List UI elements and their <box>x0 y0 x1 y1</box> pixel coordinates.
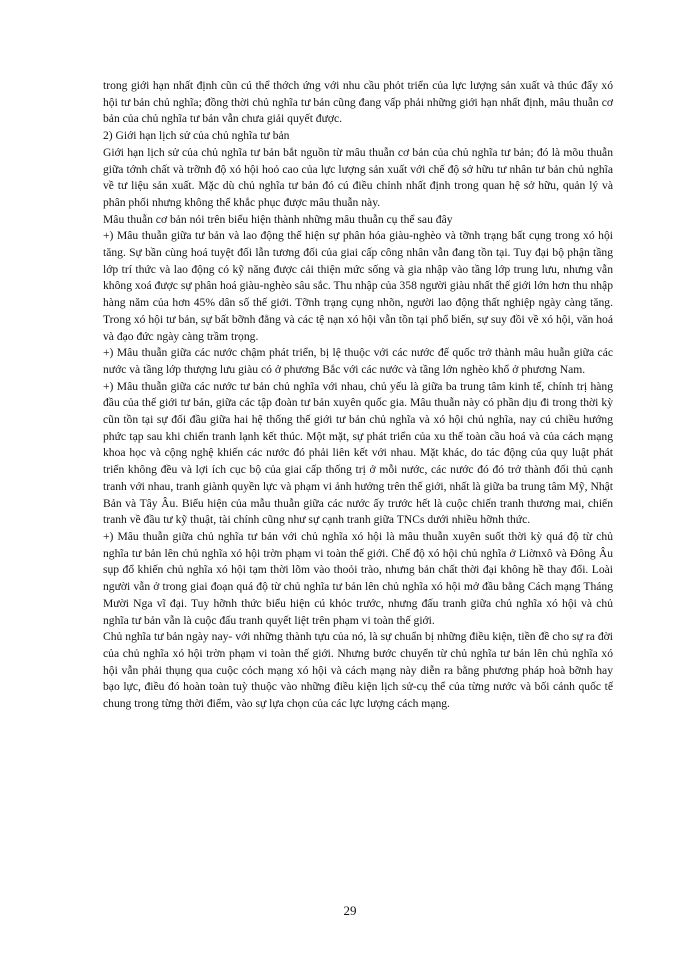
page-number: 29 <box>343 903 357 918</box>
body-text <box>103 78 613 713</box>
paragraph-contradictions-intro: Mâu thuẫn cơ bản nói trên biểu hiện thành những mâu thuẫn cụ thể sau đây <box>103 212 453 226</box>
paragraph-capital-labor: +) Mâu thuẫn giữa tư bản và lao động thể hiện sự phân hóa giàu-nghèo và tỡnh trạng bất cụng trong xó hội tăng. Sự bần cùng hoá tuyệt đối lẫn tương đối của giai cấp công nhân vẫn đang tồn tại. Tuy đại bộ phận tầng lớp trí thức và lao động có kỹ năng được cải thiện mức sống và gia nhập vào tầng lớp trung lưu, nhưng vẫn không xoá được sự phân hoá giàu-nghèo sâu sắc. Thu nhập của 358 người giàu nhất thế giới lớn hơn thu nhập hàng năm của hơn 45% dân số thế giới. Tỡnh trạng cụng nhõn, người lao động thất nghiệp ngày càng tăng. Trong xó hội tư bản, sự bất bỡnh đẳng và các tệ nạn xó hội vẫn tồn tại phổ biến, sự suy đồi về xó hội, văn hoá và đạo đức ngày càng trầm trọng. <box>103 229 613 343</box>
paragraph-historical-limits: Giới hạn lịch sử của chủ nghĩa tư bản bắt nguồn từ mâu thuẫn cơ bản của chủ nghĩa tư bản; đó là mõu thuẫn giữa tớnh chất và trỡnh độ xó hội hoỏ cao của lực lượng sản xuất với chế độ sở hữu tư nhân tư bản chủ nghĩa về tư liệu sản xuất. Mặc dù chủ nghĩa tư bản đó cú điều chỉnh nhất định trong quan hệ sở hữu, quản lý và phân phối nhưng không thể khắc phục được mâu thuẫn này. <box>103 145 613 209</box>
paragraph-north-south: +) Mâu thuẫn giữa các nước chậm phát triển, bị lệ thuộc với các nước đế quốc trở thành mâu huẫn giữa các nước và tầng lớp thượng lưu giàu có ở phương Bắc với các nước và tầng lớn nghèo khổ ở phương Nam. <box>103 346 613 376</box>
paragraph-capitalist-countries: +) Mâu thuẫn giữa các nước tư bản chủ nghĩa với nhau, chủ yếu là giữa ba trung tâm kinh tế, chính trị hàng đầu của thế giới tư bản, giữa các tập đoàn tư bản xuyên quốc gia. Mâu thuẫn này có phần dịu đi trong thời kỳ cũn tồn tại sự đối đầu giữa hai hệ thống thế giới tư bản chủ nghĩa và xó hội chủ nghĩa, nay cú chiều hướng phức tạp sau khi chiến tranh lạnh kết thúc. Một mặt, sự phát triển của xu thế toàn cầu hoá và của cách mạng khoa học và cộng nghệ khiến các nước đó phải liên kết với nhau. Mặt khác, do tác động của quy luật phát triển không đều và lợi ích cục bộ của giai cấp thống trị ở mỗi nước, các nước đó đó trở thành đối thủ cạnh tranh với nhau, tranh giành quyền lực và phạm vi ảnh hưởng trên thế giới, nhất là giữa ba trung tâm Mỹ, Nhật Bản và Tây Âu. Biểu hiện của mẫu thuẫn giữa các nước ấy trước hết là cuộc chiến tranh thương mai, chiến tranh về đầu tư kỹ thuật, tài chính cũng như sự cạnh tranh giữa TNCs dưới nhiều hỡnh thức. <box>103 379 613 527</box>
paragraph-capitalism-vs-socialism: +) Mâu thuẫn giữa chủ nghĩa tư bản với chủ nghĩa xó hội là mâu thuẫn xuyên suốt thời kỳ quá độ từ chủ nghĩa tư bản lên chủ nghĩa xó hội trờn phạm vi toàn thế giới. Chế độ xó hội chủ nghĩa ở Liờnxô và Đông Âu sụp đổ khiến chủ nghĩa xó hội tạm thời lõm vào thoỏi trào, nhưng bản chất thời đại không hề thay đổi. Loài người vẫn ở trong giai đoạn quá độ từ chủ nghĩa tư bản lên chủ nghĩa xó hội mở đầu bằng Cách mạng Tháng Mười Nga vĩ đại. Tuy hỡnh thức biểu hiện cú khỏc trước, nhưng đấu tranh giữa chủ nghĩa xó hội và chủ nghĩa tư bản vẫn là cuộc đấu tranh quyết liệt trên phạm vi toàn thế giới. <box>103 529 613 627</box>
paragraph-conclusion: Chủ nghĩa tư bản ngày nay- với những thành tựu của nó, là sự chuẩn bị những điều kiện, tiền đề cho sự ra đời của chủ nghĩa xó hội trờn phạm vi toàn thế giới. Nhưng bước chuyển từ chủ nghĩa tư bản lên chủ nghĩa xó hội vẫn phải thụng qua cuộc cỏch mạng xó hội và cách mạng này diễn ra bằng phương pháp hoà bỡnh hay bạo lực, điều đó hoàn toàn tuỳ thuộc vào những điều kiện lịch sử-cụ thể của từng nước và bối cảnh quốc tế chung trong từng thời điểm, vào sự lựa chọn của các lực lượng cách mạng. <box>103 630 613 711</box>
section-heading: 2) Giới hạn lịch sử của chủ nghĩa tư bản <box>103 129 290 143</box>
paragraph-continuation: trong giới hạn nhất định cũn cú thể thớch ứng với nhu cầu phỏt triển của lực lượng sản xuất và thúc đẩy xó hội tư bản chủ nghĩa; đồng thời chủ nghĩa tư bản cũng đang vấp phải những giới hạn nhất định, mâu thuẫn cơ bản của chủ nghĩa tư bản vẫn chưa giải quyết được. <box>103 79 613 126</box>
